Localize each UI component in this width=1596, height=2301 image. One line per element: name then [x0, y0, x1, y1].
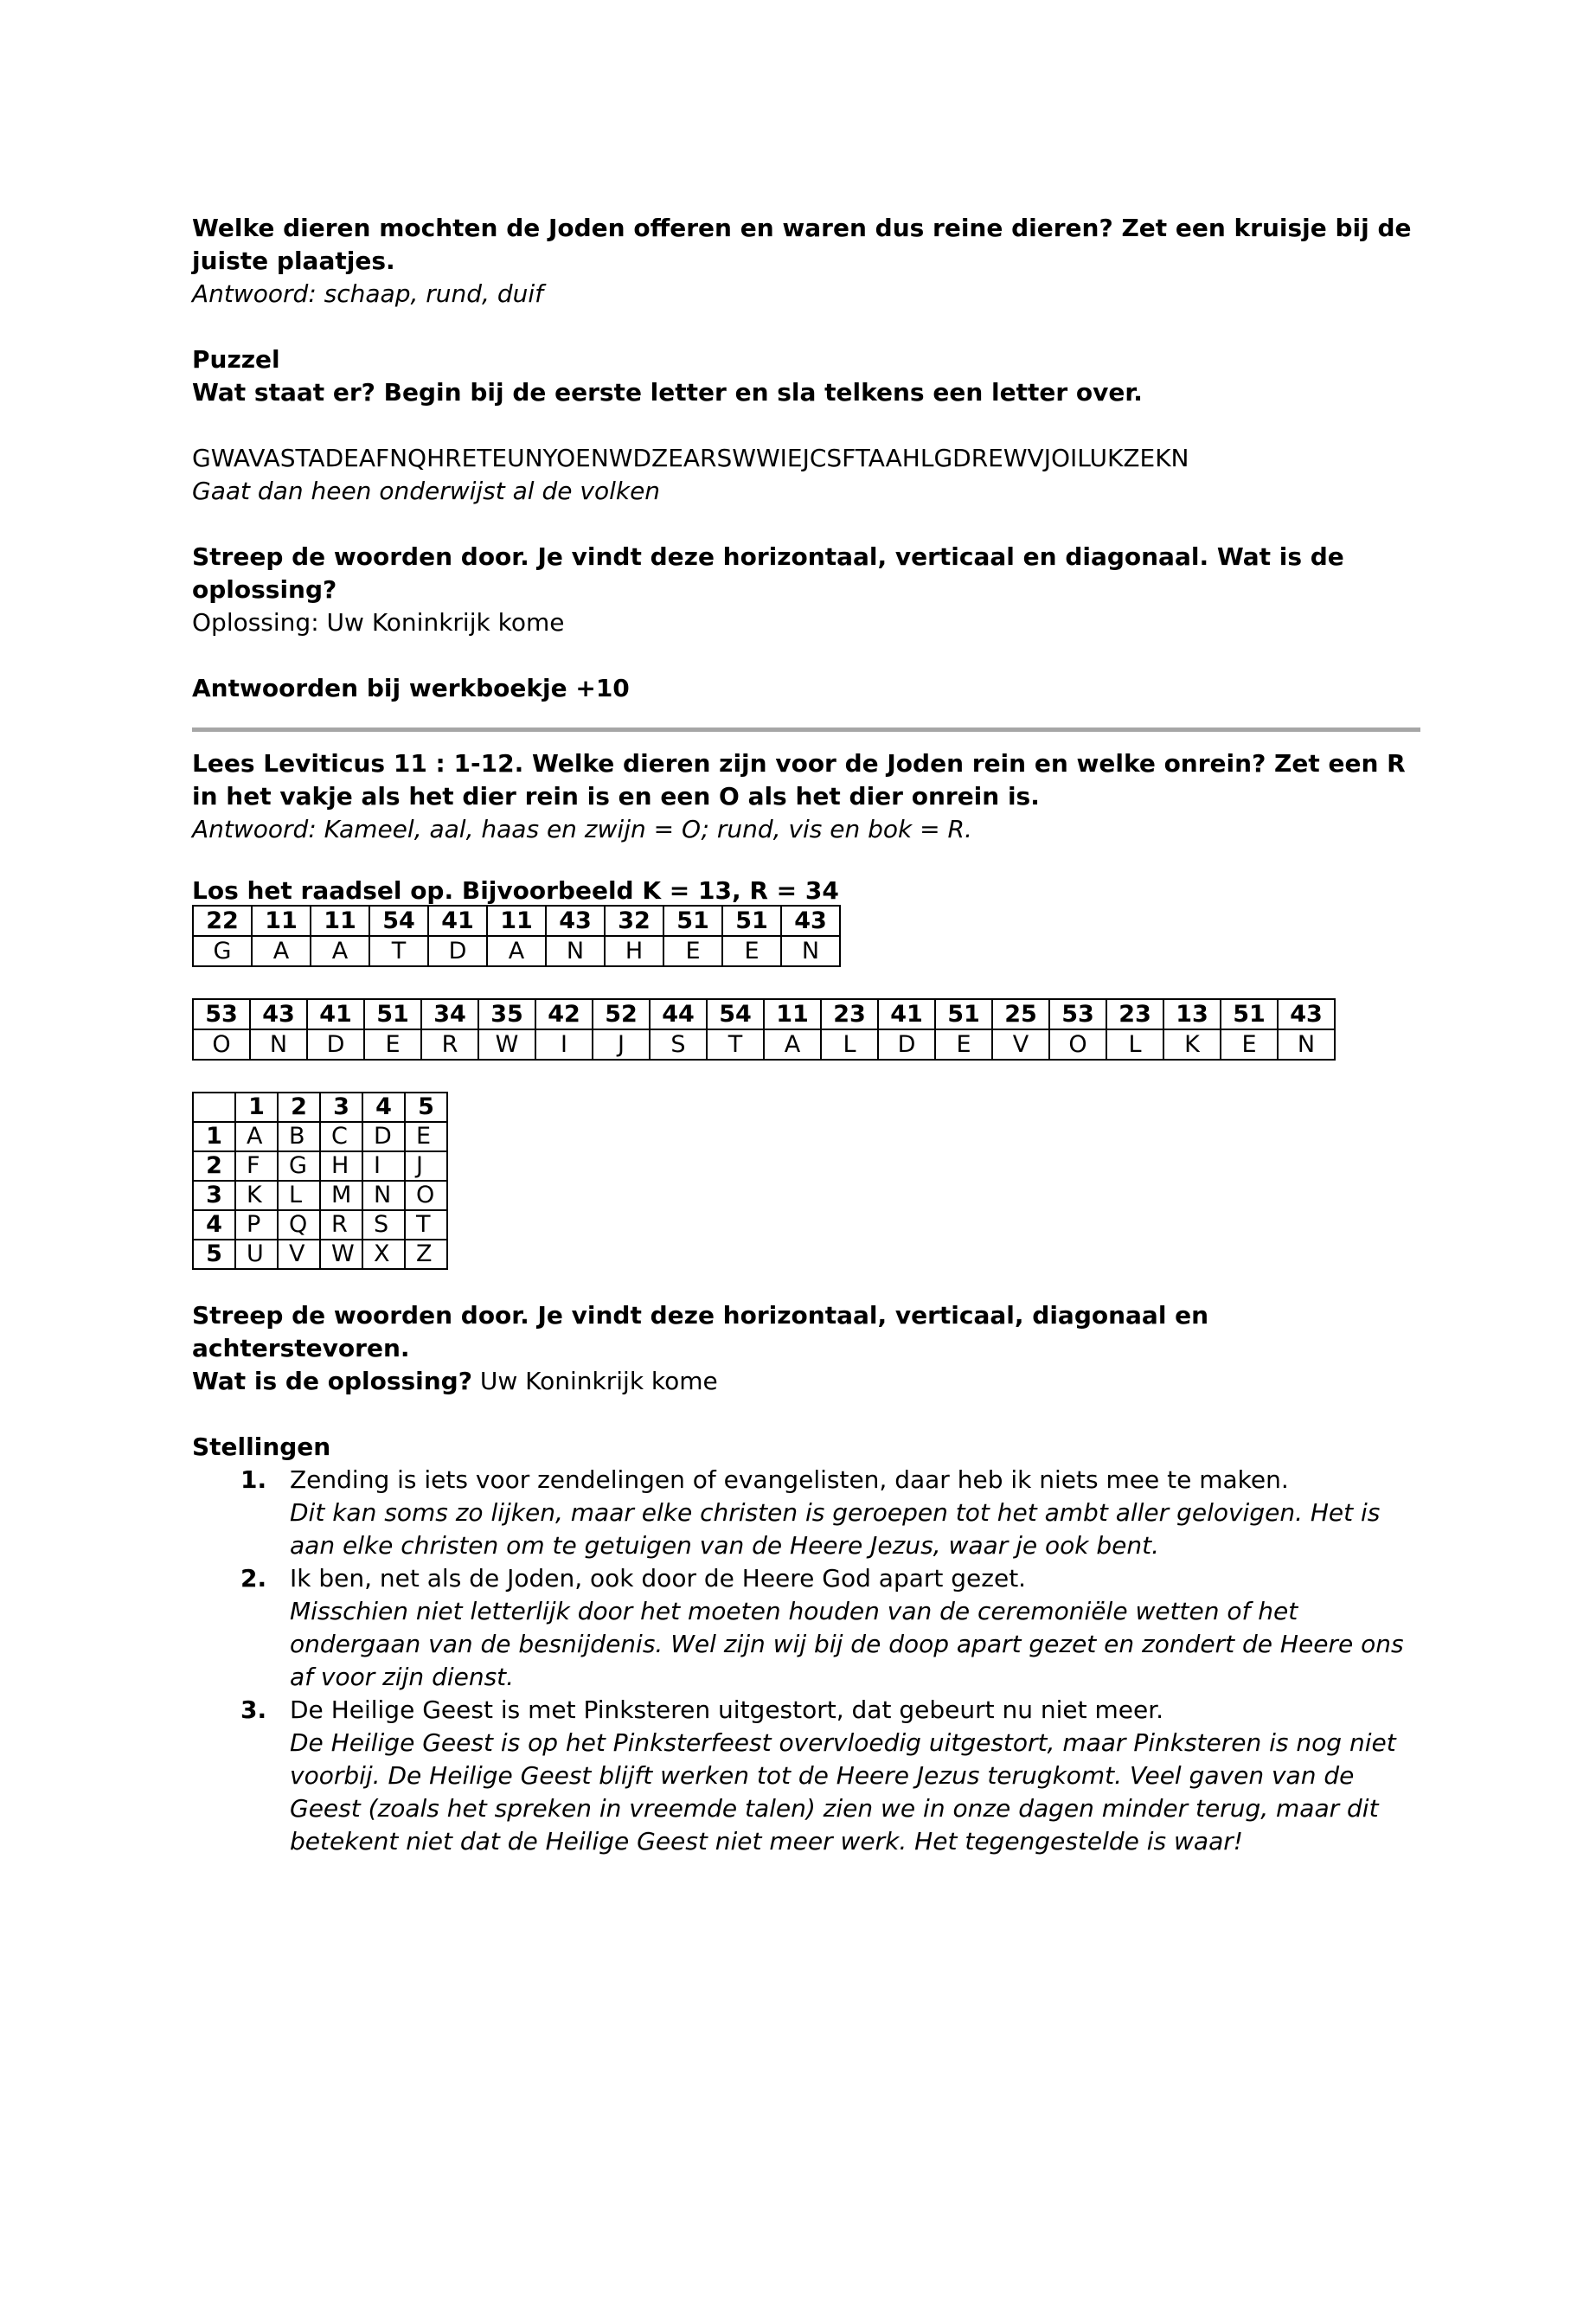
- stelling-statement: De Heilige Geest is met Pinksteren uitgestort, dat gebeurt nu niet meer.: [290, 1695, 1164, 1724]
- riddle-title: Los het raadsel op. Bijvoorbeeld K = 13, R = 34: [192, 876, 839, 905]
- key-grid-letter: S: [362, 1210, 405, 1240]
- cipher-letter-cell: A: [311, 936, 369, 966]
- cipher-key-grid: [192, 1092, 448, 1270]
- cipher-letters-row: [193, 936, 840, 966]
- key-grid-letter: N: [362, 1181, 405, 1210]
- key-grid-letter: J: [405, 1151, 447, 1181]
- key-grid-row: [193, 1122, 447, 1151]
- word-search-2-label: Wat is de oplossing?: [192, 1367, 472, 1395]
- stellingen-title: Stellingen: [192, 1433, 331, 1461]
- stelling-number: 3.: [240, 1695, 267, 1724]
- stelling-item: [192, 1464, 1420, 1562]
- cipher-number-cell: 53: [1049, 999, 1106, 1029]
- key-grid-row-header: 5: [193, 1240, 235, 1269]
- cipher-number-cell: 41: [878, 999, 935, 1029]
- key-grid-letter: A: [235, 1122, 278, 1151]
- key-grid-letter: P: [235, 1210, 278, 1240]
- stelling-number: 2.: [240, 1564, 267, 1593]
- cipher-letter-cell: A: [487, 936, 546, 966]
- key-grid-col-header: 5: [405, 1093, 447, 1122]
- key-grid-letter: O: [405, 1181, 447, 1210]
- cipher-letter-cell: V: [992, 1029, 1049, 1060]
- key-grid-row-header: 2: [193, 1151, 235, 1181]
- word-search-answer: Oplossing: Uw Koninkrijk kome: [192, 608, 565, 637]
- cipher-letter-cell: E: [722, 936, 781, 966]
- puzzel-answer-block: [192, 442, 1420, 508]
- cipher-letter-cell: D: [428, 936, 487, 966]
- cipher-number-cell: 42: [535, 999, 593, 1029]
- cipher-letter-cell: N: [1278, 1029, 1335, 1060]
- cipher-number-cell: 32: [605, 906, 663, 936]
- cipher-number-cell: 44: [650, 999, 707, 1029]
- key-grid-letter: Q: [278, 1210, 320, 1240]
- stelling-statement: Ik ben, net als de Joden, ook door de Heere God apart gezet.: [290, 1564, 1027, 1593]
- stelling-answer: Dit kan soms zo lijken, maar elke christen is geroepen tot het ambt aller gelovigen. Het is aan elke christen om te getuigen van de Heere Jezus, waar je ook bent.: [290, 1498, 1381, 1560]
- cipher-letter-cell: O: [1049, 1029, 1106, 1060]
- key-grid-letter: W: [320, 1240, 362, 1269]
- key-grid-col-header: 2: [278, 1093, 320, 1122]
- cipher-number-cell: 23: [1106, 999, 1163, 1029]
- cipher-number-cell: 54: [707, 999, 764, 1029]
- puzzel-title: Puzzel: [192, 345, 280, 374]
- cipher-letter-cell: A: [252, 936, 311, 966]
- cipher-letter-cell: R: [421, 1029, 478, 1060]
- riddle-section: [192, 877, 1420, 1270]
- cipher-table-2: [192, 998, 1336, 1061]
- cipher-letter-cell: O: [193, 1029, 250, 1060]
- document-content: [192, 212, 1420, 1858]
- key-grid-letter: T: [405, 1210, 447, 1240]
- key-grid-col-header: 3: [320, 1093, 362, 1122]
- cipher-number-cell: 11: [764, 999, 821, 1029]
- cipher-number-cell: 43: [250, 999, 307, 1029]
- key-grid-letter: M: [320, 1181, 362, 1210]
- cipher-letter-cell: I: [535, 1029, 593, 1060]
- cipher-letter-cell: L: [821, 1029, 878, 1060]
- stelling-answer: De Heilige Geest is op het Pinksterfeest overvloedig uitgestort, maar Pinksteren is nog niet voorbij. De Heilige Geest blijft werken tot de Heere Jezus terugkomt. Veel gaven van de Geest (zoals het spreken in vreemde talen) zien we in onze dagen minder terug, maar dit betekent niet dat de Heilige Geest niet meer werk. Het tegengestelde is waar!: [290, 1728, 1396, 1856]
- cipher-letter-cell: D: [878, 1029, 935, 1060]
- stelling-answer: Misschien niet letterlijk door het moeten houden van de ceremoniële wetten of het ondergaan van de besnijdenis. Wel zijn wij bij de doop apart gezet en zondert de Heere ons af voor zijn dienst.: [290, 1597, 1404, 1691]
- cipher-letter-cell: G: [193, 936, 252, 966]
- cipher-number-cell: 51: [722, 906, 781, 936]
- cipher-letter-cell: N: [250, 1029, 307, 1060]
- key-grid-letter: R: [320, 1210, 362, 1240]
- stellingen-list: [192, 1464, 1420, 1858]
- cipher-number-cell: 51: [364, 999, 421, 1029]
- word-search-2-answer-line: [192, 1365, 1420, 1398]
- cipher-letter-cell: T: [707, 1029, 764, 1060]
- question-offerdieren: [192, 212, 1420, 311]
- stelling-number: 1.: [240, 1465, 267, 1494]
- word-search-2-answer: Uw Koninkrijk kome: [471, 1367, 718, 1395]
- word-search-2-question: Streep de woorden door. Je vindt deze horizontaal, verticaal, diagonaal en achterstevoren.: [192, 1301, 1209, 1362]
- cipher-number-cell: 52: [593, 999, 650, 1029]
- stelling-item: [192, 1694, 1420, 1858]
- cipher-number-cell: 43: [781, 906, 840, 936]
- cipher-numbers-row: [193, 999, 1335, 1029]
- word-search-2: [192, 1299, 1420, 1398]
- cipher-letter-cell: W: [478, 1029, 535, 1060]
- cipher-letter-cell: E: [364, 1029, 421, 1060]
- cipher-number-cell: 53: [193, 999, 250, 1029]
- key-grid-row: [193, 1210, 447, 1240]
- key-grid-header-row: [193, 1093, 447, 1122]
- cipher-letter-cell: E: [935, 1029, 992, 1060]
- key-grid-row: [193, 1240, 447, 1269]
- section-divider: [192, 727, 1420, 732]
- leviticus-question: [192, 747, 1420, 846]
- cipher-letter-cell: J: [593, 1029, 650, 1060]
- cipher-number-cell: 34: [421, 999, 478, 1029]
- key-grid-letter: F: [235, 1151, 278, 1181]
- word-search-1: [192, 541, 1420, 639]
- key-grid-letter: D: [362, 1122, 405, 1151]
- leviticus-question-text: Lees Leviticus 11 : 1-12. Welke dieren zijn voor de Joden rein en welke onrein? Zet een R in het vakje als het dier rein is en een O als het dier onrein is.: [192, 749, 1406, 811]
- cipher-letter-cell: L: [1106, 1029, 1163, 1060]
- cipher-number-cell: 11: [252, 906, 311, 936]
- key-grid-letter: E: [405, 1122, 447, 1151]
- cipher-number-cell: 51: [935, 999, 992, 1029]
- section-title: Antwoorden bij werkboekje +10: [192, 674, 630, 702]
- cipher-letter-cell: N: [781, 936, 840, 966]
- key-grid-letter: K: [235, 1181, 278, 1210]
- cipher-number-cell: 43: [546, 906, 605, 936]
- cipher-number-cell: 22: [193, 906, 252, 936]
- key-grid-letter: U: [235, 1240, 278, 1269]
- cipher-number-cell: 11: [487, 906, 546, 936]
- key-grid-col-header: 4: [362, 1093, 405, 1122]
- key-grid-row: [193, 1181, 447, 1210]
- puzzel-answer: Gaat dan heen onderwijst al de volken: [192, 477, 661, 505]
- key-grid-row-header: 1: [193, 1122, 235, 1151]
- cipher-number-cell: 41: [307, 999, 364, 1029]
- cipher-number-cell: 51: [663, 906, 722, 936]
- cipher-numbers-row: [193, 906, 840, 936]
- key-grid-row: [193, 1151, 447, 1181]
- cipher-letter-cell: T: [369, 936, 428, 966]
- key-grid-letter: X: [362, 1240, 405, 1269]
- key-grid-col-header: 1: [235, 1093, 278, 1122]
- key-grid-row-header: 3: [193, 1181, 235, 1210]
- key-grid-col-header: [193, 1093, 235, 1122]
- cipher-number-cell: 35: [478, 999, 535, 1029]
- leviticus-answer: Antwoord: Kameel, aal, haas en zwijn = O; rund, vis en bok = R.: [192, 815, 972, 843]
- puzzel-section: [192, 343, 1420, 409]
- word-search-question: Streep de woorden door. Je vindt deze horizontaal, verticaal en diagonaal. Wat is de oplossing?: [192, 542, 1344, 604]
- key-grid-letter: H: [320, 1151, 362, 1181]
- key-grid-row-header: 4: [193, 1210, 235, 1240]
- key-grid-letter: L: [278, 1181, 320, 1210]
- cipher-letter-cell: N: [546, 936, 605, 966]
- cipher-number-cell: 51: [1221, 999, 1278, 1029]
- key-grid-letter: C: [320, 1122, 362, 1151]
- cipher-letter-cell: S: [650, 1029, 707, 1060]
- cipher-number-cell: 43: [1278, 999, 1335, 1029]
- cipher-number-cell: 25: [992, 999, 1049, 1029]
- cipher-number-cell: 41: [428, 906, 487, 936]
- cipher-letter-cell: A: [764, 1029, 821, 1060]
- cipher-letter-cell: E: [1221, 1029, 1278, 1060]
- cipher-letter-cell: K: [1163, 1029, 1221, 1060]
- key-grid-letter: V: [278, 1240, 320, 1269]
- cipher-number-cell: 54: [369, 906, 428, 936]
- key-grid-letter: B: [278, 1122, 320, 1151]
- cipher-number-cell: 23: [821, 999, 878, 1029]
- puzzel-question: Wat staat er? Begin bij de eerste letter en sla telkens een letter over.: [192, 378, 1143, 407]
- stellingen-section: [192, 1431, 1420, 1858]
- cipher-letter-cell: D: [307, 1029, 364, 1060]
- stelling-statement: Zending is iets voor zendelingen of evangelisten, daar heb ik niets mee te maken.: [290, 1465, 1289, 1494]
- cipher-letter-cell: E: [663, 936, 722, 966]
- cipher-letter-cell: H: [605, 936, 663, 966]
- stelling-item: [192, 1562, 1420, 1694]
- cipher-table-1: [192, 905, 841, 967]
- cipher-number-cell: 11: [311, 906, 369, 936]
- question-text: Welke dieren mochten de Joden offeren en waren dus reine dieren? Zet een kruisje bij de juiste plaatjes.: [192, 214, 1412, 275]
- key-grid-letter: Z: [405, 1240, 447, 1269]
- cipher-number-cell: 13: [1163, 999, 1221, 1029]
- answer-text: Antwoord: schaap, rund, duif: [192, 279, 544, 308]
- puzzel-letters: GWAVASTADEAFNQHRETEUNYOENWDZEARSWWIEJCSFTAAHLGDREWVJOILUKZEKN: [192, 444, 1189, 472]
- cipher-letters-row: [193, 1029, 1335, 1060]
- key-grid-letter: G: [278, 1151, 320, 1181]
- key-grid-letter: I: [362, 1151, 405, 1181]
